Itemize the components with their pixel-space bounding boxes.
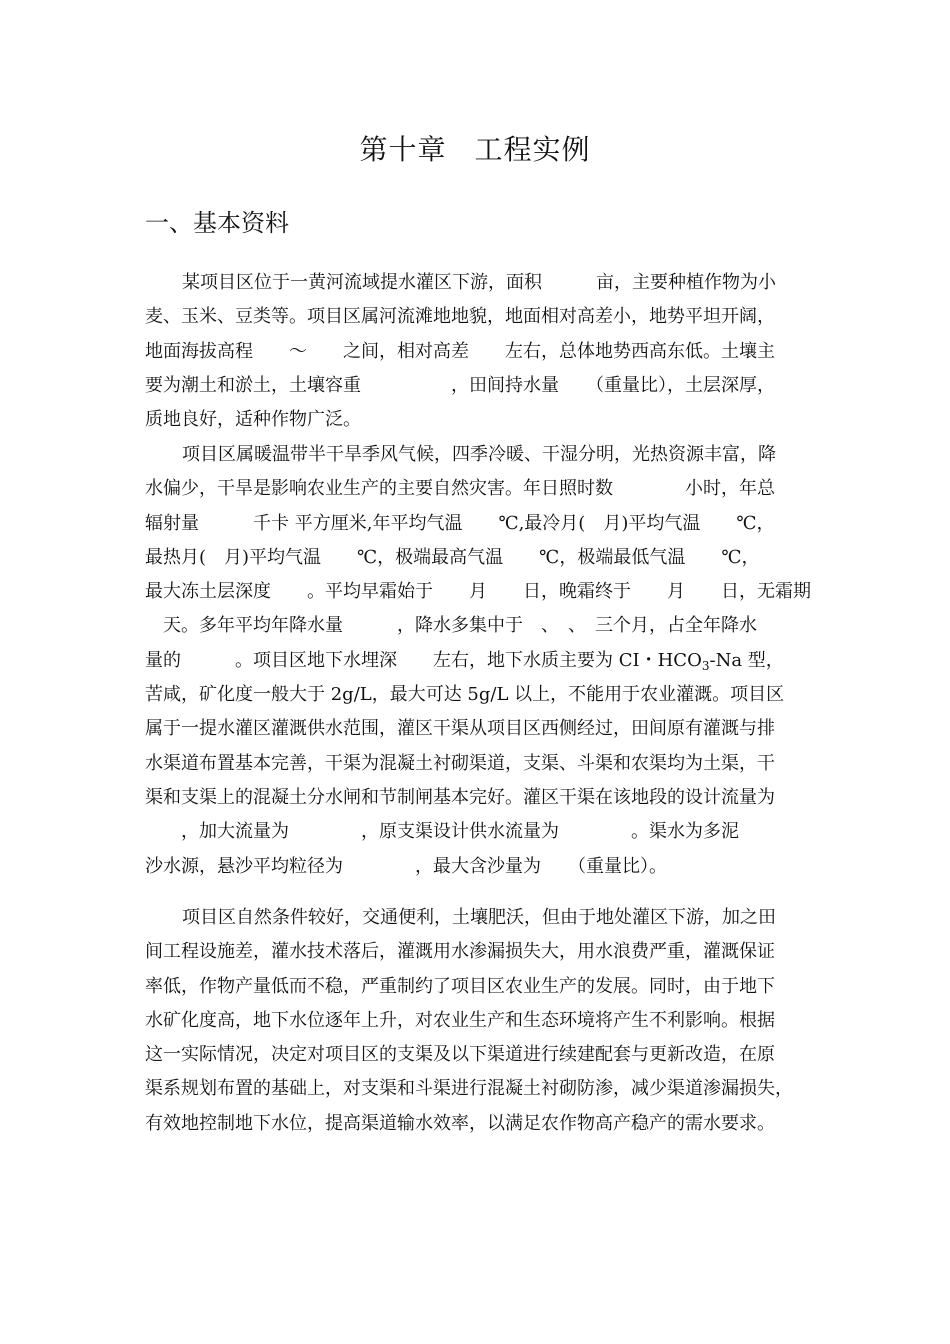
text-line: 最热月( 月)平均气温 ℃，极端最高气温 ℃，极端最低气温 ℃， — [145, 546, 760, 568]
text-line: 天。多年平均年降水量 ，降水多集中于 、 、 三个月，占全年降水 — [145, 615, 757, 637]
text-line: 水偏少，干旱是影响农业生产的主要自然灾害。年日照时数 小时，年总 — [145, 478, 775, 500]
text-line: 质地良好，适种作物广泛。 — [145, 409, 361, 431]
text-line: 最大冻土层深度 。平均早霜始于 月 日，晚霜终于 月 日，无霜期 — [145, 581, 811, 603]
text-line: 渠和支渠上的混凝土分水闸和节制闸基本完好。灌区干渠在该地段的设计流量为 — [145, 786, 775, 808]
text-line: 地面海拔高程 ～ 之间，相对高差 左右，总体地势西高东低。土壤主 — [145, 340, 775, 362]
text-line: 某项目区位于一黄河流域提水灌区下游，面积 亩，主要种植作物为小 — [182, 272, 776, 293]
text-line: 水渠道布置基本完善，干渠为混凝土衬砌渠道，支渠、斗渠和农渠均为土渠，干 — [145, 752, 775, 774]
text-line-formula — [145, 644, 809, 678]
formula-subscript: 3 — [701, 658, 710, 673]
text-line: 麦、玉米、豆类等。项目区属河流滩地地貌，地面相对高差小，地势平坦开阔， — [145, 306, 775, 328]
text-line: 渠系规划布置的基础上，对支渠和斗渠进行混凝土衬砌防渗，减少渠道渗漏损失， — [145, 1078, 793, 1100]
chapter-title — [0, 128, 950, 172]
text-line: 要为潮土和淤土，土壤容重 ，田间持水量 （重量比），土层深厚， — [145, 374, 775, 396]
paragraph-3 — [145, 901, 809, 1141]
text-line: 这一实际情况，决定对项目区的支渠及以下渠道进行续建配套与更新改造，在原 — [145, 1044, 775, 1066]
text-line: 间工程设施差，灌水技术落后，灌溉用水渗漏损失大，用水浪费严重，灌溉保证 — [145, 941, 775, 963]
text-line: 属于一提水灌区灌溉供水范围，灌区干渠从项目区西侧经过，田间原有灌溉与排 — [145, 718, 775, 740]
paragraph-1 — [145, 266, 809, 437]
text-line: 沙水源，悬沙平均粒径为 ，最大含沙量为 （重量比）。 — [145, 855, 667, 877]
text-line: 项目区自然条件较好，交通便利，土壤肥沃，但由于地处灌区下游，加之田 — [182, 907, 776, 928]
text-line: 苦咸，矿化度一般大于 2g/L，最大可达 5g/L 以上，不能用于农业灌溉。项目区 — [145, 684, 785, 706]
paragraph-2 — [145, 438, 809, 884]
chapter-name: 工程实例 — [474, 133, 591, 166]
text-line: 有效地控制地下水位，提高渠道输水效率，以满足农作物高产稳产的需水要求。 — [145, 1112, 775, 1134]
section-heading: 一、基本资料 — [145, 209, 289, 237]
text-line: 辐射量 千卡 平方厘米,年平均气温 ℃,最冷月( 月)平均气温 ℃， — [145, 512, 775, 534]
formula-suffix: -Na 型， — [709, 649, 784, 671]
text-line: 水矿化度高，地下水位逐年上升，对农业生产和生态环境将产生不利影响。根据 — [145, 1009, 775, 1031]
text-line: 率低，作物产量低而不稳，严重制约了项目区农业生产的发展。同时，由于地下 — [145, 975, 775, 997]
chapter-number: 第十章 — [359, 133, 447, 166]
formula-text: 量的 。项目区地下水埋深 左右，地下水质主要为 CI・HCO — [145, 649, 702, 671]
text-line: ，加大流量为 ，原支渠设计供水流量为 。渠水为多泥 — [145, 821, 739, 843]
text-line: 项目区属暖温带半干旱季风气候，四季冷暖、干湿分明，光热资源丰富，降 — [182, 444, 776, 465]
